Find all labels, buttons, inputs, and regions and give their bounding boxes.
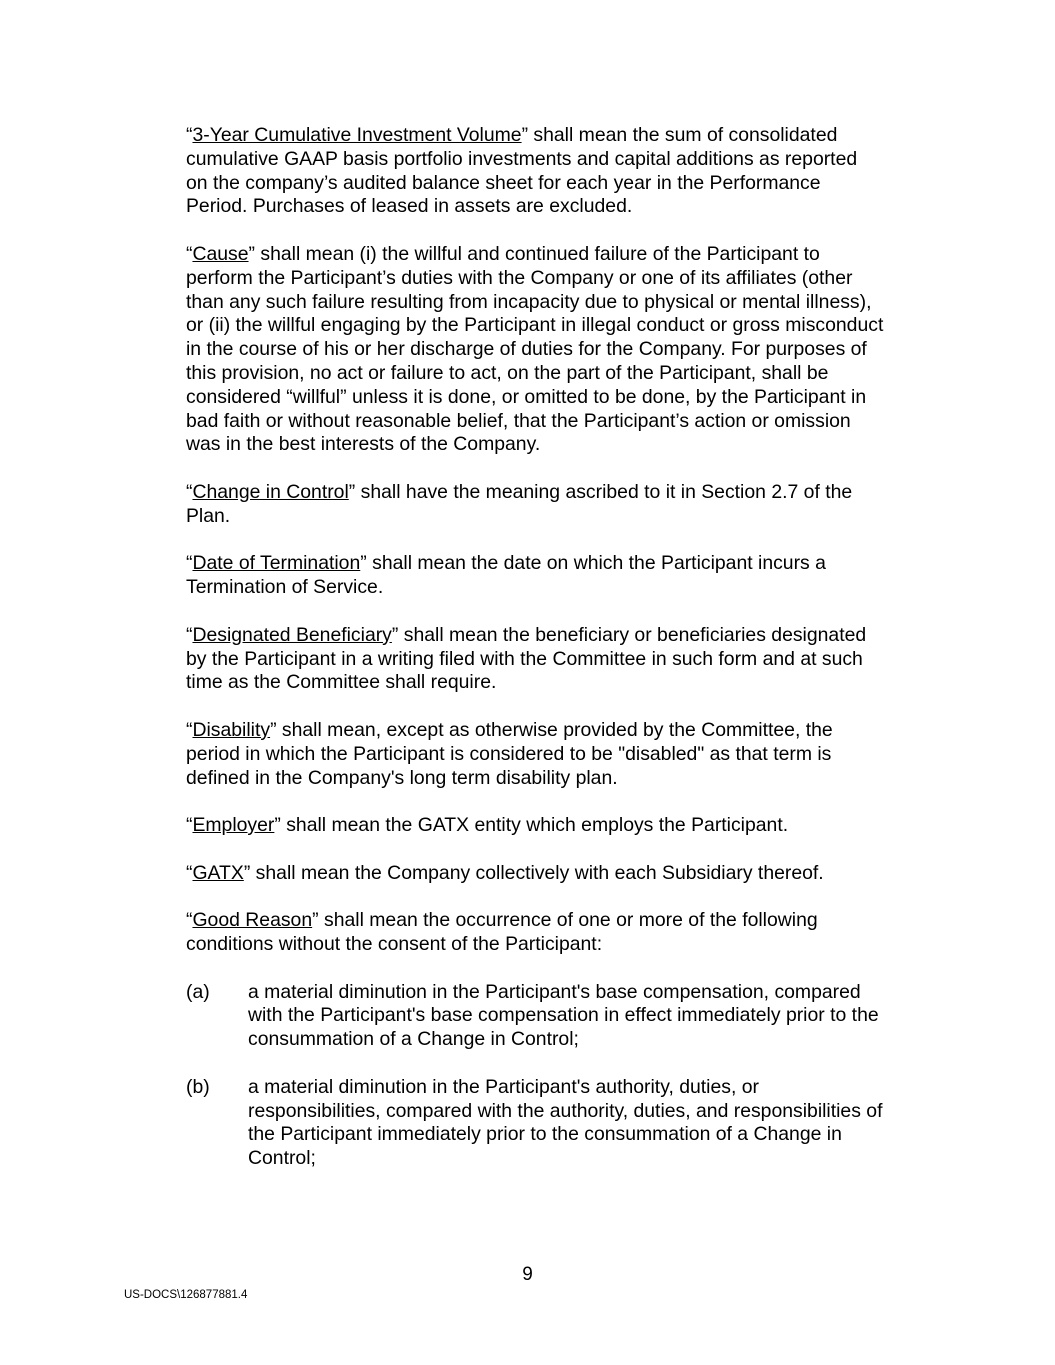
definition-first-line <box>186 124 946 148</box>
defined-term: Date of Termination <box>192 552 361 575</box>
definition-text: shall have the meaning ascribed to it in Section 2.7 of the <box>355 480 853 503</box>
definition-first-line <box>186 624 946 648</box>
definition-first-line <box>186 814 946 838</box>
list-item-label: (b) <box>186 1075 210 1098</box>
definition-paragraph <box>186 243 946 457</box>
definition-first-line <box>186 862 946 886</box>
definition-paragraph <box>186 814 946 838</box>
definition-text: shall mean the occurrence of one or more of the following <box>318 909 818 932</box>
definition-text: shall mean (i) the willful and continued failure of the Participant to <box>255 242 820 265</box>
close-quote: ” <box>274 814 281 837</box>
list-item-line: a material diminution in the Participant's authority, duties, or <box>248 1075 759 1098</box>
definition-line: considered “willful” unless it is done, or omitted to be done, by the Participant in <box>186 385 867 408</box>
definition-paragraph <box>186 124 946 219</box>
definition-text: shall mean the sum of consolidated <box>528 124 838 146</box>
definition-first-line <box>186 909 946 933</box>
definition-text: shall mean the GATX entity which employs the Participant. <box>280 814 789 837</box>
definition-first-line <box>186 552 946 576</box>
definition-line: defined in the Company's long term disability plan. <box>186 766 618 789</box>
definition-paragraph <box>186 862 946 886</box>
defined-term: 3-Year Cumulative Investment Volume <box>192 124 522 146</box>
definition-first-line <box>186 481 946 505</box>
close-quote: ” <box>360 552 367 575</box>
definition-paragraph <box>186 481 946 529</box>
definition-line: Period. Purchases of leased in assets are excluded. <box>186 195 633 218</box>
list-item-line: the Participant immediately prior to the consummation of a Change in <box>248 1123 842 1146</box>
definition-paragraph <box>186 719 946 790</box>
definition-line: this provision, no act or failure to act, on the part of the Participant, shall be <box>186 361 829 384</box>
list-item-text <box>248 981 879 1052</box>
definition-first-line <box>186 243 946 267</box>
list-item-line: responsibilities, compared with the authority, duties, and responsibilities of <box>248 1099 883 1122</box>
open-quote: “ <box>186 480 193 503</box>
definition-line: cumulative GAAP basis portfolio investments and capital additions as reported <box>186 147 858 170</box>
close-quote: ” <box>243 861 251 884</box>
open-quote: “ <box>186 124 193 146</box>
defined-term: GATX <box>192 861 244 884</box>
open-quote: “ <box>186 861 193 884</box>
list-item-text <box>248 1076 882 1171</box>
open-quote: “ <box>186 718 193 741</box>
definition-line: on the company’s audited balance sheet for each year in the Performance <box>186 171 821 194</box>
open-quote: “ <box>186 623 193 646</box>
definition-text: shall mean the date on which the Participant incurs a <box>366 552 826 575</box>
definition-line: time as the Committee shall require. <box>186 671 497 694</box>
definition-text: shall mean the Company collectively with each Subsidiary thereof. <box>250 861 824 884</box>
defined-term: Cause <box>192 242 249 265</box>
close-quote: ” <box>270 718 277 741</box>
list-item-line: consummation of a Change in Control; <box>248 1028 579 1051</box>
defined-term: Disability <box>192 718 271 741</box>
document-body <box>186 124 946 1195</box>
definition-line: Termination of Service. <box>186 576 384 599</box>
defined-term: Change in Control <box>192 480 349 503</box>
definition-line: perform the Participant’s duties with the Company or one of its affiliates (other <box>186 266 853 289</box>
defined-term: Employer <box>192 814 275 837</box>
definition-line: bad faith or without reasonable belief, that the Participant’s action or omission <box>186 409 851 432</box>
open-quote: “ <box>186 552 193 575</box>
definition-text: shall mean the beneficiary or beneficiaries designated <box>398 623 867 646</box>
open-quote: “ <box>186 909 193 932</box>
page-number: 9 <box>522 1264 533 1285</box>
definition-paragraph <box>186 552 946 600</box>
defined-term: Designated Beneficiary <box>192 623 392 646</box>
definition-paragraph <box>186 624 946 695</box>
definition-line: Plan. <box>186 504 231 527</box>
open-quote: “ <box>186 814 193 837</box>
definition-line: or (ii) the willful engaging by the Participant in illegal conduct or gross misconduct <box>186 314 884 337</box>
defined-term: Good Reason <box>192 909 313 932</box>
definition-paragraph <box>186 909 946 957</box>
definition-text: shall mean, except as otherwise provided by the Committee, the <box>276 718 833 741</box>
list-item <box>186 981 946 1052</box>
open-quote: “ <box>186 242 193 265</box>
close-quote: ” <box>248 242 255 265</box>
list-item-line: a material diminution in the Participant's base compensation, compared <box>248 980 861 1003</box>
list-item <box>186 1076 946 1171</box>
definition-line: by the Participant in a writing filed with the Committee in such form and at such <box>186 647 863 670</box>
definition-line: period in which the Participant is considered to be "disabled" as that term is <box>186 742 832 765</box>
definition-first-line <box>186 719 946 743</box>
list-item-line: with the Participant's base compensation in effect immediately prior to the <box>248 1004 879 1027</box>
definition-line: conditions without the consent of the Participant: <box>186 933 603 956</box>
definition-line: was in the best interests of the Company. <box>186 433 541 456</box>
close-quote: ” <box>348 480 356 503</box>
close-quote: ” <box>521 124 529 146</box>
list-item-line: Control; <box>248 1147 316 1170</box>
list-item-label: (a) <box>186 980 210 1003</box>
definition-line: than any such failure resulting from incapacity due to physical or mental illness), <box>186 290 872 313</box>
definition-line: in the course of his or her discharge of duties for the Company. For purposes of <box>186 338 867 361</box>
close-quote: ” <box>391 623 399 646</box>
close-quote: ” <box>312 909 319 932</box>
document-id-footer: US-DOCS\126877881.4 <box>124 1289 248 1301</box>
